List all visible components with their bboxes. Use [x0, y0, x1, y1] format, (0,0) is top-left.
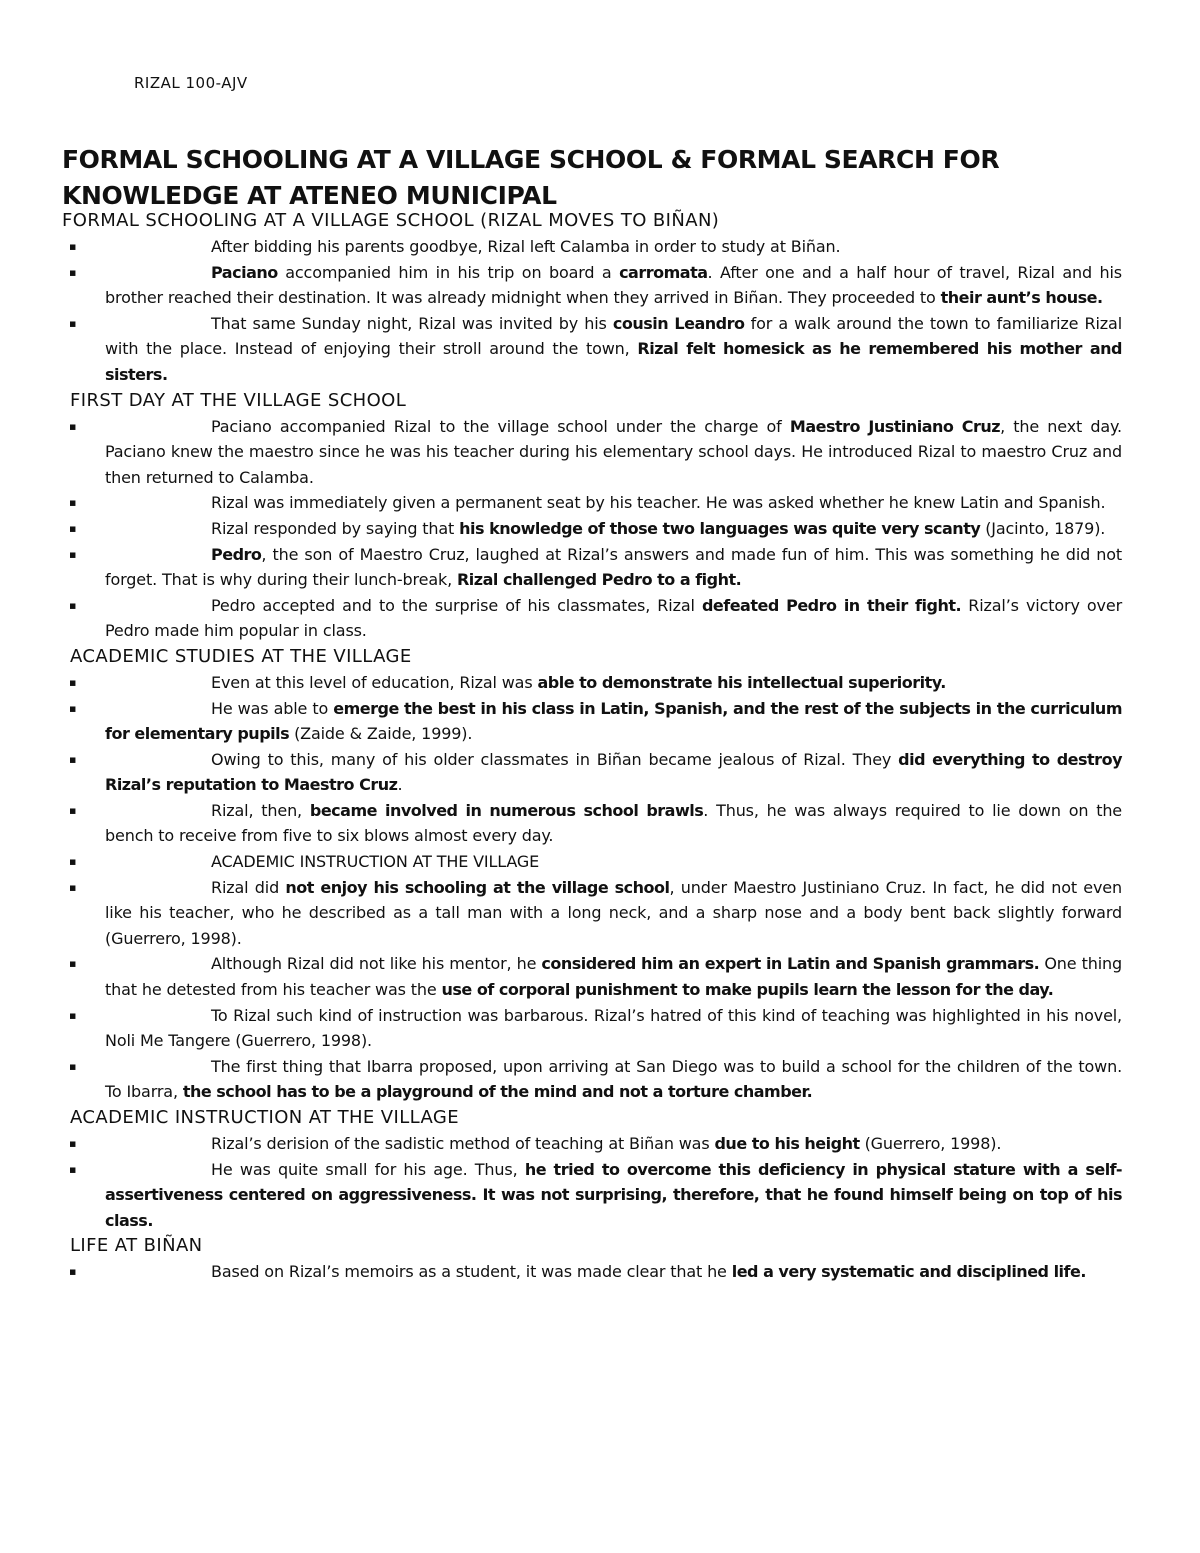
bold-text: did everything to destroy Rizal’s reputation to Maestro Cruz — [105, 749, 1122, 795]
bold-text: not enjoy his schooling at the village school — [285, 877, 670, 897]
bullet-marker-icon: ▪ — [69, 957, 77, 971]
bold-text: the school has to be a playground of the mind and not a torture chamber. — [182, 1082, 813, 1102]
text-run: , under Maestro Justiniano Cruz. In fact, he did not even like his teacher, who he described as a tall man with a long neck, and a sharp nose and a body bent back slightly forward (Guerrero, 1998). — [105, 877, 1122, 948]
bullet-item — [62, 414, 1122, 491]
text-run: He was able to — [211, 698, 334, 718]
text-run: . — [397, 775, 403, 795]
bold-text: led a very systematic and disciplined life. — [731, 1262, 1086, 1282]
bold-text: Pedro — [211, 544, 262, 564]
bullet-marker-icon: ▪ — [69, 265, 77, 279]
bullet-marker-icon: ▪ — [69, 855, 77, 869]
page-header: RIZAL 100-AJV — [134, 74, 248, 92]
bullet-item — [62, 670, 1122, 696]
bullet-marker-icon: ▪ — [69, 521, 77, 535]
text-run: , the son of Maestro Cruz, laughed at Rizal’s answers and made fun of him. This was something he did not forget. That is why during their lunch-break, — [105, 544, 1122, 590]
bullet-marker-icon: ▪ — [69, 316, 77, 330]
text-run: for a walk around the town to familiarize Rizal with the place. Instead of enjoying their stroll around the town, — [105, 313, 1122, 359]
text-run: . After one and a half hour of travel, Rizal and his brother reached their destination. It was already midnight when they arrived in Biñan. They proceeded to — [105, 262, 1122, 308]
bullet-item — [62, 696, 1122, 747]
text-run: ACADEMIC INSTRUCTION AT THE VILLAGE — [211, 852, 540, 872]
text-run: Rizal’s derision of the sadistic method of teaching at Biñan was — [211, 1134, 715, 1153]
text-run: Rizal was immediately given a permanent seat by his teacher. He was asked whether he knew Latin and Spanish. — [211, 493, 1106, 513]
bullet-marker-icon: ▪ — [69, 1137, 77, 1150]
text-run: Rizal responded by saying that — [211, 518, 460, 538]
bullet-marker-icon: ▪ — [69, 1265, 77, 1279]
text-run: He was quite small for his age. Thus, — [211, 1159, 525, 1179]
text-run: After bidding his parents goodbye, Rizal left Calamba in order to study at Biñan. — [211, 237, 841, 256]
section-heading: LIFE AT BIÑAN — [70, 1235, 203, 1257]
bold-text: Rizal felt homesick as he remembered his mother and sisters. — [105, 339, 1122, 384]
bullet-item — [62, 951, 1122, 1002]
bullet-item — [62, 260, 1122, 311]
bullet-marker-icon: ▪ — [69, 419, 77, 433]
bullet-marker-icon: ▪ — [69, 803, 77, 817]
bullet-item — [62, 593, 1122, 644]
text-run: Based on Rizal’s memoirs as a student, it was made clear that he — [211, 1262, 732, 1282]
text-run: . Thus, he was always required to lie down on the bench to receive from five to six blows almost every day. — [105, 800, 1122, 846]
section-heading: FIRST DAY AT THE VILLAGE SCHOOL — [70, 389, 407, 411]
text-run: To Rizal such kind of instruction was barbarous. Rizal’s hatred of this kind of teaching was highlighted in his novel, Noli Me Tangere (Guerrero, 1998). — [105, 1005, 1122, 1051]
bullet-item — [62, 798, 1122, 849]
bold-text: due to his height — [714, 1134, 860, 1153]
text-run: Rizal did — [211, 877, 286, 897]
bullet-item — [62, 1157, 1122, 1234]
bold-text: their aunt’s house. — [940, 288, 1103, 308]
bullet-item — [62, 542, 1122, 593]
text-run: One thing that he detested from his teacher was the — [105, 954, 1122, 1000]
bullet-item — [62, 1259, 1122, 1285]
bullet-marker-icon: ▪ — [69, 1162, 77, 1176]
section-heading: ACADEMIC INSTRUCTION AT THE VILLAGE — [70, 1107, 460, 1128]
text-run: (Jacinto, 1879). — [980, 518, 1106, 538]
bold-text: able to demonstrate his intellectual superiority. — [537, 672, 946, 692]
section-heading: ACADEMIC STUDIES AT THE VILLAGE — [70, 645, 412, 667]
text-run: , the next day. Paciano knew the maestro since he was his teacher during his elementary school days. He introduced Rizal to maestro Cruz and then returned to Calamba. — [105, 416, 1122, 487]
bullet-item — [62, 516, 1122, 542]
bullet-item — [62, 1003, 1122, 1054]
bullet-item — [62, 747, 1122, 798]
bold-text: Maestro Justiniano Cruz — [789, 416, 1001, 436]
document-title: FORMAL SCHOOLING AT A VILLAGE SCHOOL & FORMAL SEARCH FOR KNOWLEDGE AT ATENEO MUNICIPAL — [62, 145, 1000, 210]
bullet-marker-icon: ▪ — [69, 675, 77, 689]
document-body — [62, 208, 1122, 1285]
bold-text: use of corporal punishment to make pupils learn the lesson for the day. — [441, 980, 1054, 1000]
section-heading: FORMAL SCHOOLING AT A VILLAGE SCHOOL (RIZAL MOVES TO BIÑAN) — [62, 210, 720, 231]
text-run: Rizal’s victory over Pedro made him popular in class. — [105, 595, 1122, 641]
bullet-marker-icon: ▪ — [69, 1059, 77, 1073]
bullet-marker-icon: ▪ — [69, 496, 77, 510]
bullet-marker-icon: ▪ — [69, 1008, 77, 1022]
bold-text: emerge the best in his class in Latin, Spanish, and the rest of the subjects in the curriculum for elementary pupils — [105, 698, 1122, 744]
text-run: Owing to this, many of his older classmates in Biñan became jealous of Rizal. They — [211, 749, 899, 769]
bold-text: considered him an expert in Latin and Spanish grammars. — [541, 954, 1040, 974]
bullet-item — [62, 1054, 1122, 1105]
bullet-item — [62, 1131, 1122, 1157]
text-run: Pedro accepted and to the surprise of his classmates, Rizal — [211, 595, 702, 615]
bullet-marker-icon: ▪ — [69, 240, 77, 253]
bullet-marker-icon: ▪ — [69, 547, 77, 561]
bold-text: his knowledge of those two languages was quite very scanty — [459, 518, 981, 538]
text-run: accompanied him in his trip on board a — [277, 262, 620, 282]
bullet-item — [62, 875, 1122, 952]
text-run: Even at this level of education, Rizal was — [211, 672, 538, 692]
text-run: (Zaide & Zaide, 1999). — [289, 724, 473, 744]
bold-text: cousin Leandro — [612, 313, 745, 333]
bold-text: Rizal challenged Pedro to a fight. — [456, 570, 742, 590]
bullet-marker-icon: ▪ — [69, 880, 77, 894]
bullet-marker-icon: ▪ — [69, 701, 77, 715]
bold-text: Paciano — [211, 262, 278, 282]
bold-text: defeated Pedro in their fight. — [701, 595, 962, 615]
bold-text: carromata — [619, 262, 708, 282]
bold-text: became involved in numerous school brawls — [309, 800, 704, 820]
text-run: The first thing that Ibarra proposed, upon arriving at San Diego was to build a school for the children of the town. To Ibarra, — [105, 1056, 1122, 1102]
text-run: Although Rizal did not like his mentor, he — [211, 954, 542, 974]
bold-text: he tried to overcome this deficiency in physical stature with a self-assertiveness centered on aggressiveness. It was not surprising, therefore, that he found himself being on top of his class. — [105, 1159, 1122, 1230]
bullet-item — [62, 490, 1122, 516]
bullet-item — [62, 234, 1122, 260]
bullet-marker-icon: ▪ — [69, 752, 77, 766]
text-run: Paciano accompanied Rizal to the village school under the charge of — [211, 416, 790, 436]
bullet-item — [62, 311, 1122, 388]
text-run: Rizal, then, — [211, 800, 310, 820]
text-run: That same Sunday night, Rizal was invited by his — [211, 313, 613, 333]
bullet-marker-icon: ▪ — [69, 598, 77, 612]
text-run: (Guerrero, 1998). — [859, 1134, 1002, 1153]
bullet-item — [62, 849, 1122, 875]
